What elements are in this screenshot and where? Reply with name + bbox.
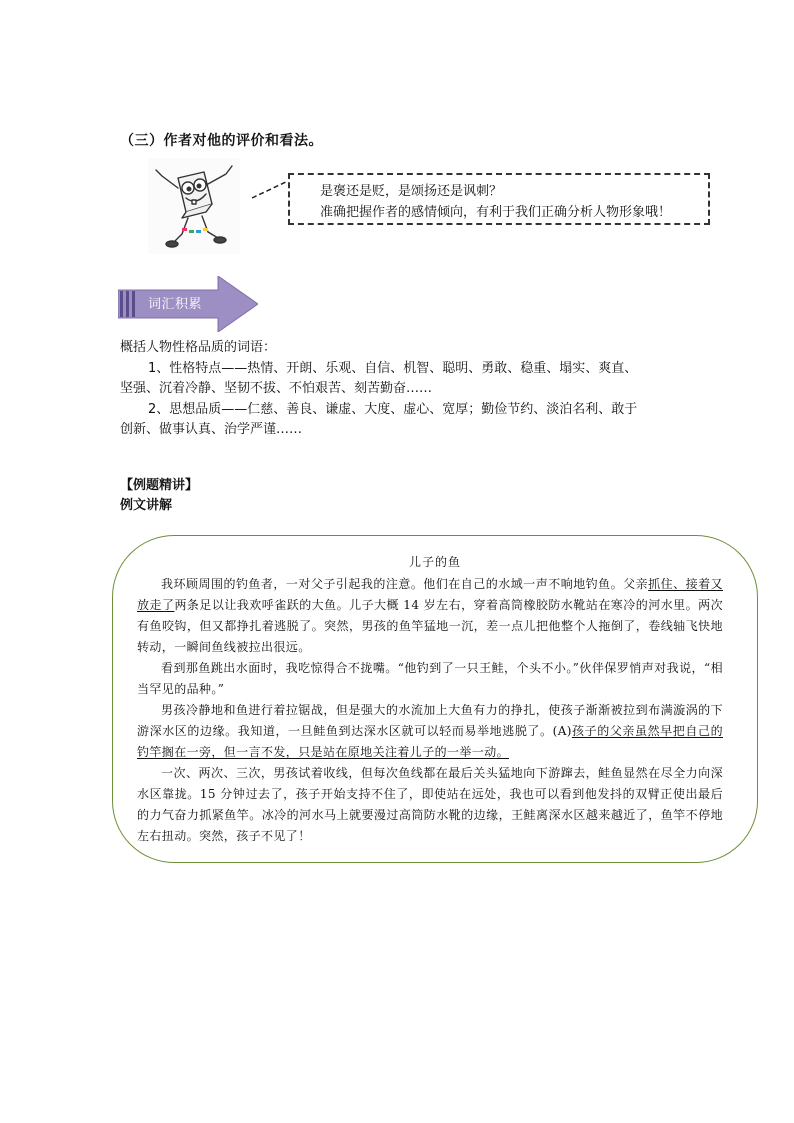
vocab-item-continued: 创新、做事认真、治学严谨…… [120, 422, 303, 437]
vocab-item-continued: 坚强、沉着冷静、坚韧不拔、不怕艰苦、刻苦勤奋…… [120, 381, 433, 396]
story-text [137, 574, 723, 847]
story-paragraph [137, 574, 723, 658]
story-text-run: 男孩冷静地和鱼进行着拉锯战，但是强大的水流加上大鱼有力的挣扎，使孩子渐渐被拉到布满漩涡的下游深水区的边缘。我知道，一旦鲑鱼到达深水区就可以轻而易举地逃脱了。(A) [137, 703, 723, 738]
callout-line: 是褒还是贬，是颂扬还是讽刺？ [320, 184, 503, 199]
callout-box [288, 173, 710, 225]
callout-connector [250, 176, 292, 200]
example-subtitle: 例文讲解 [120, 498, 173, 513]
banner-label: 词汇积累 [148, 297, 203, 312]
vocab-intro: 概括人物性格品质的词语： [120, 340, 277, 355]
story-paragraph [137, 700, 723, 763]
cartoon-sponge-illustration [148, 158, 240, 254]
vocab-item: 2、思想品质——仁慈、善良、谦虚、大度、虚心、宽厚；勤俭节约、淡泊名利、敢于 [148, 401, 638, 417]
callout-line: 准确把握作者的感情倾向，有利于我们正确分析人物形象哦！ [320, 205, 672, 220]
section-heading: （三）作者对他的评价和看法。 [120, 133, 323, 149]
underlined-phrase: 抓住、接着又放走了 [137, 577, 723, 612]
vocab-section [120, 338, 680, 441]
story-title: 儿子的鱼 [408, 555, 461, 569]
vocab-item: 1、性格特点——热情、开朗、乐观、自信、机智、聪明、勇敢、稳重、塌实、爽直、 [148, 360, 638, 376]
story-paragraph: 看到那鱼跳出水面时，我吃惊得合不拢嘴。“他钓到了一只王鲑，个头不小。”伙伴保罗悄声对我说，“相当罕见的品种。” [137, 661, 723, 696]
story-text-run: 两条足以让我欢呼雀跃的大鱼。儿子大概 14 岁左右，穿着高筒橡胶防水靴站在寒冷的河水里。两次有鱼咬钩，但又都挣扎着逃脱了。突然，男孩的鱼竿猛地一沉，差一点儿把他整个人拖倒了，卷线轴飞快地转动，一瞬间鱼线被拉出很远。 [137, 598, 723, 654]
story-paragraph: 一次、两次、三次，男孩试着收线，但每次鱼线都在最后关头猛地向下游蹿去，鲑鱼显然在尽全力向深水区靠拢。15 分钟过去了，孩子开始支持不住了，即使站在远处，我也可以看到他发抖的双臂正使出最后的力气奋力抓紧鱼竿。冰冷的河水马上就要漫过高筒防水靴的边缘，王鲑离深水区越来越近了，鱼竿不停地左右扭动。突然，孩子不见了！ [137, 766, 723, 843]
example-title: 【例题精讲】 [120, 478, 199, 493]
story-text-run: 我环顾周围的钓鱼者，一对父子引起我的注意。他们在自己的水域一声不响地钓鱼。父亲 [161, 577, 649, 591]
underlined-sentence: 孩子的父亲虽然早把自己的钓竿搁在一旁，但一言不发，只是站在原地关注着儿子的一举一动。 [137, 724, 723, 759]
